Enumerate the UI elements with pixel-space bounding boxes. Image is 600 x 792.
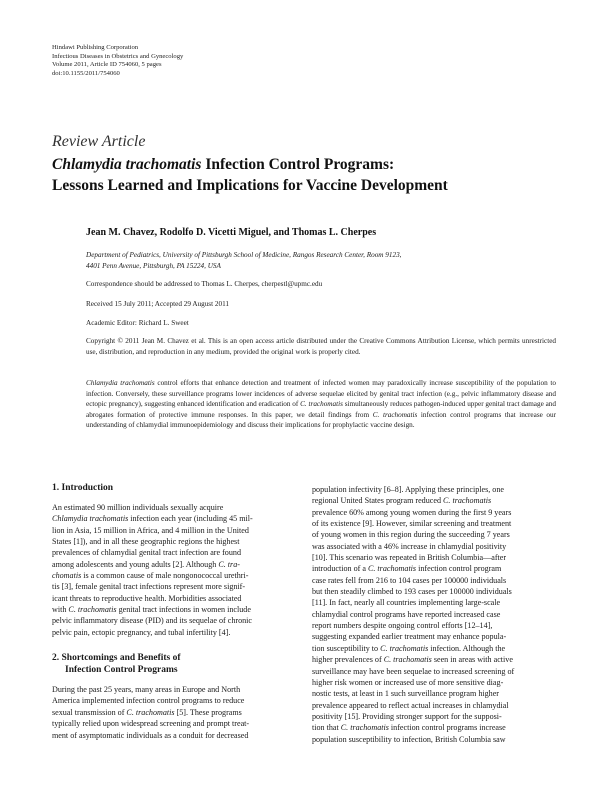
text-fragment: sexual transmission of	[52, 707, 127, 717]
text-line: report numbers despite ongoing control efforts [12–14],	[312, 621, 493, 631]
title-line1-rest: Infection Control Programs:	[201, 156, 395, 173]
species-name: C. trachomatis	[443, 496, 492, 506]
abstract-text-1: control efforts that enhance detection and treatment of infected women may paradoxically increase susceptibility of the population to infection. Conversely, these surveillance programs lower incidences of adverse sequelae elicited by genital tract infection (e.g., pelvic inflammatory disease and ectopic pregnancy), suggesting enhanced identification and eradication of	[86, 379, 557, 409]
text-fragment: [5]. These programs	[174, 707, 242, 717]
copyright-notice: Copyright © 2011 Jean M. Chavez et al. This is an open access article distributed under the Creative Commons Attribution License, which permits unrestricted use, distribution, and reproduction in any medium, provided the original work is properly cited.	[86, 337, 556, 356]
text-fragment: regional United States program reduced	[312, 496, 444, 506]
text-line: typically relied upon widespread screening and prompt treat-	[52, 719, 250, 729]
text-fragment: infection each year (including 45 mil-	[128, 514, 253, 524]
text-line: surveillance may have been sequelae to increased screening of	[312, 666, 515, 676]
section-heading-line1: 2. Shortcomings and Benefits of	[52, 653, 181, 664]
doi[interactable]: doi:10.1155/2011/754060	[52, 69, 120, 77]
section-heading-shortcomings	[52, 652, 297, 676]
text-line: [10]. This scenario was repeated in British Columbia—after	[312, 553, 507, 563]
text-line: but then steadily climbed to 193 cases per 100000 individuals	[312, 587, 512, 597]
received-dates: Received 15 July 2011; Accepted 29 August 2011	[86, 300, 229, 308]
introduction-paragraph	[52, 502, 297, 638]
text-line: pelvic pain, ectopic pregnancy, and tubal infertility [4].	[52, 627, 231, 637]
abstract	[86, 378, 556, 431]
text-fragment: genital tract infections in women include	[116, 605, 251, 615]
left-column	[52, 482, 297, 741]
abstract-species-3: C. trachomatis	[372, 410, 418, 419]
text-line: lion in Asia, 15 million in Africa, and 4 million in the United	[52, 525, 249, 535]
species-name: C. trachomatis	[126, 707, 175, 717]
species-name: C. tra-	[218, 559, 240, 569]
text-fragment: is a common cause of male nongonococcal urethri-	[81, 571, 249, 581]
text-line: chlamydial control programs have reported increased case	[312, 609, 501, 619]
title-italic-part: Chlamydia trachomatis	[52, 156, 202, 173]
right-column	[312, 484, 557, 745]
text-line: suggesting expanded earlier treatment may enhance popula-	[312, 632, 507, 642]
text-fragment: among adolescents and young adults [2]. Although	[52, 559, 219, 569]
abstract-text-2: simultaneously reduces pathogen-induced upper genital tract damage and abrogates formation of protective immune responses. In this paper, we detail findings from	[86, 400, 556, 419]
text-line: of its existence [9]. However, similar screening and treatment	[312, 519, 512, 529]
text-line	[312, 722, 557, 733]
text-line: of young women in this region during the succeeding 7 years	[312, 530, 510, 540]
text-line: tis [3], female genital tract infections represent more signif-	[52, 582, 246, 592]
publisher-name: Hindawi Publishing Corporation	[52, 44, 139, 51]
volume-info: Volume 2011, Article ID 754060, 5 pages	[52, 61, 162, 69]
text-line	[312, 654, 557, 665]
article-type: Review Article	[52, 133, 146, 150]
species-name: C. trachomatis	[340, 723, 389, 733]
species-name: C. trachomatis	[367, 564, 417, 574]
text-line: was associated with a 46% increase in chlamydial positivity	[312, 541, 507, 551]
species-name: C. trachomatis	[383, 655, 432, 665]
abstract-text-3: infection control programs that increase our understanding of chlamydial immunoepidemiology and discuss their implications for prophylactic vaccine design.	[86, 410, 557, 430]
text-line: population infectivity [6–8]. Applying these principles, one	[312, 485, 504, 494]
species-name: chomatis	[52, 571, 82, 581]
text-fragment: introduction of a	[312, 564, 368, 574]
text-line: An estimated 90 million individuals sexually acquire	[52, 503, 224, 512]
text-line: [11]. In fact, nearly all countries implementing large-scale	[312, 598, 501, 608]
academic-editor: Academic Editor: Richard L. Sweet	[86, 319, 189, 327]
text-line: case rates fell from 216 to 104 cases per 100000 individuals	[312, 575, 507, 585]
text-line: nostic tests, at least in 1 such surveillance program higher	[312, 689, 500, 699]
text-line: positivity [15]. Providing stronger support for the supposi-	[312, 711, 502, 721]
text-fragment: infection control programs increase	[388, 723, 506, 733]
text-fragment: tion susceptibility to	[312, 643, 381, 653]
text-line: During the past 25 years, many areas in Europe and North	[52, 685, 241, 695]
section-heading-introduction: 1. Introduction	[52, 483, 114, 493]
journal-name: Infectious Diseases in Obstetrics and Gynecology	[52, 52, 184, 60]
correspondence: Correspondence should be addressed to Thomas L. Cherpes, cherpestl@upmc.edu	[86, 280, 323, 288]
text-line	[312, 643, 557, 654]
text-line	[52, 570, 297, 581]
text-line	[312, 495, 557, 506]
shortcomings-paragraph	[52, 684, 297, 741]
text-line	[52, 707, 297, 718]
section-heading-line2: Infection Control Programs	[65, 665, 178, 676]
right-column-paragraph	[312, 484, 557, 745]
text-line: population susceptibility to infection, British Columbia saw	[312, 734, 506, 744]
text-line: ment of asymptomatic individuals as a conduit for decreased	[52, 730, 249, 740]
abstract-species: Chlamydia trachomatis	[86, 379, 155, 387]
author-list: Jean M. Chavez, Rodolfo D. Vicetti Miguel, and Thomas L. Cherpes	[86, 227, 377, 238]
text-fragment: with	[52, 605, 69, 615]
text-fragment: seen in areas with active	[431, 655, 513, 665]
article-title	[52, 154, 572, 196]
text-line: prevalences of chlamydial genital tract infection are found	[52, 548, 241, 558]
text-line	[312, 563, 557, 574]
species-name: C. trachomatis	[68, 605, 117, 615]
text-line: icant threats to reproductive health. Morbidities associated	[52, 593, 242, 603]
text-fragment: higher prevalences of	[312, 655, 384, 665]
text-fragment: tion that	[312, 723, 341, 733]
text-line: prevalence 60% among young women during the first 9 years	[312, 507, 512, 517]
text-line: higher risk women or increased use of more sensitive diag-	[312, 677, 504, 687]
species-name: Chlamydia trachomatis	[52, 514, 129, 524]
affiliation-line1: Department of Pediatrics, University of Pittsburgh School of Medicine, Rangos Research Center, Room 9123,	[86, 251, 402, 259]
title-line2: Lessons Learned and Implications for Vaccine Development	[52, 177, 448, 194]
text-line: America implemented infection control programs to reduce	[52, 696, 245, 706]
affiliation	[86, 250, 526, 272]
text-line	[52, 604, 297, 615]
text-line	[52, 513, 297, 524]
text-line: prevalence appeared to reflect actual increases in chlamydial	[312, 700, 509, 710]
abstract-species-2: C. trachomatis	[300, 400, 343, 409]
journal-header	[52, 44, 183, 78]
text-line: pelvic inflammatory disease (PID) and its sequelae of chronic	[52, 616, 253, 626]
affiliation-line2: 4401 Penn Avenue, Pittsburgh, PA 15224, USA	[86, 262, 221, 270]
species-name: C. trachomatis	[380, 643, 429, 653]
text-line	[52, 559, 297, 570]
text-line: States [1]), and in all these geographic regions the highest	[52, 537, 240, 547]
text-fragment: infection control program	[416, 564, 502, 574]
text-fragment: infection. Although the	[428, 643, 506, 653]
